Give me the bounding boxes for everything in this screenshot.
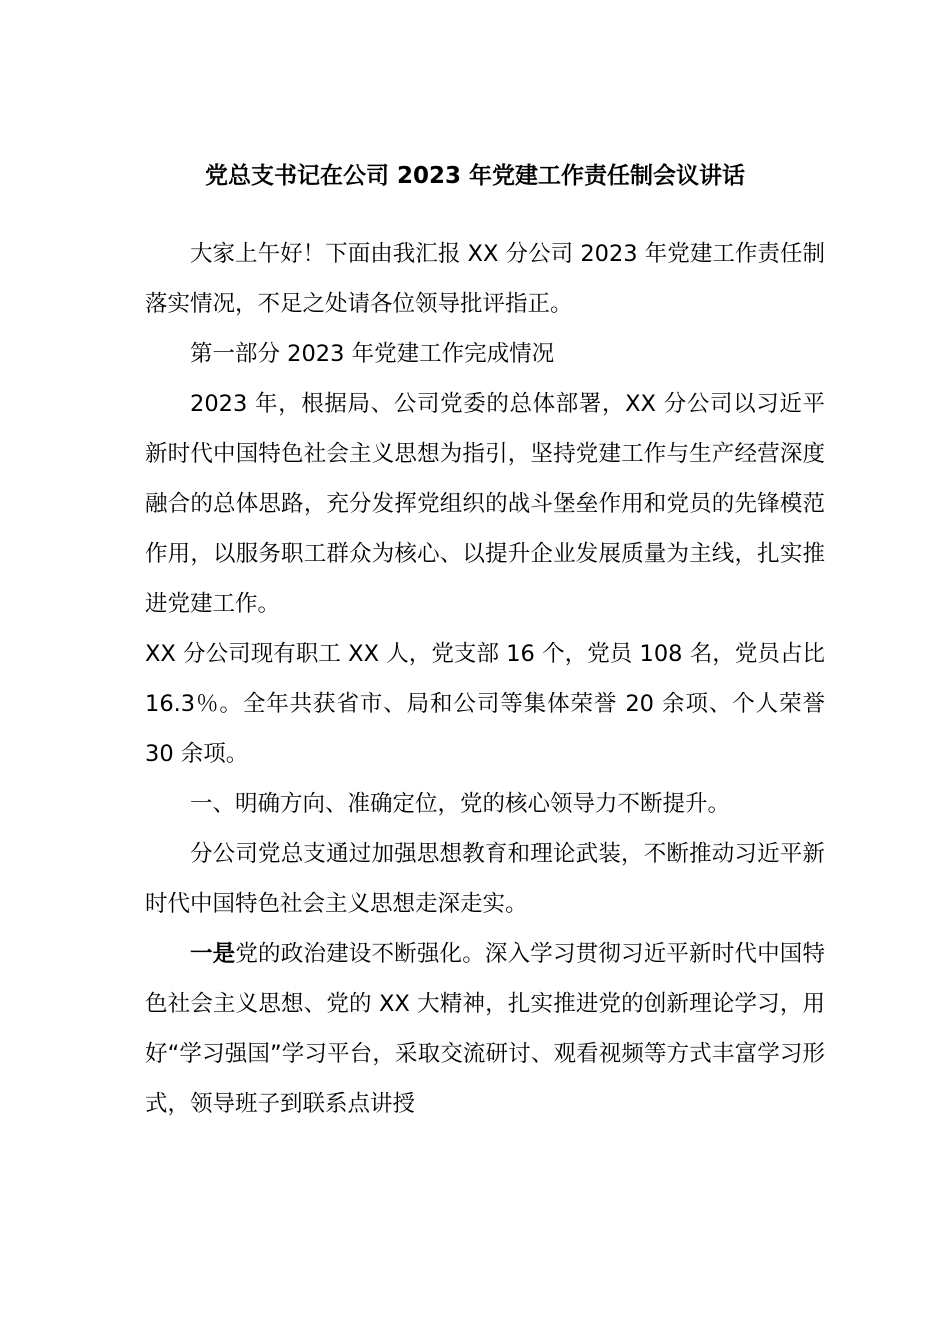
paragraph-section-heading: 第一部分 2023 年党建工作完成情况 bbox=[190, 341, 555, 367]
document-title: 党总支书记在公司 2023 年党建工作责任制会议讲话 bbox=[204, 163, 746, 189]
paragraph-lead-label: 一是 bbox=[190, 941, 236, 967]
paragraph-education: 分公司党总支通过加强思想教育和理论武装，不断推动习近平新时代中国特色社会主义思想走深走实。 bbox=[145, 841, 825, 917]
document-body bbox=[145, 229, 825, 1129]
paragraph-political-building bbox=[145, 929, 825, 1129]
paragraph-political-building-text: 党的政治建设不断强化。深入学习贯彻习近平新时代中国特色社会主义思想、党的 XX 大精神，扎实推进党的创新理论学习，用好“学习强国”学习平台，采取交流研讨、观看视频等方式丰富学习形式，领导班子到联系点讲授 bbox=[145, 941, 825, 1117]
paragraph-statistics: XX 分公司现有职工 XX 人，党支部 16 个，党员 108 名，党员占比 16.3％。全年共获省市、局和公司等集体荣誉 20 余项、个人荣誉 30 余项。 bbox=[145, 641, 826, 767]
paragraph-subheading: 一、明确方向、准确定位，党的核心领导力不断提升。 bbox=[190, 791, 731, 817]
paragraph-overview: 2023 年，根据局、公司党委的总体部署，XX 分公司以习近平新时代中国特色社会主义思想为指引，坚持党建工作与生产经营深度融合的总体思路，充分发挥党组织的战斗堡垒作用和党员的先锋模范作用，以服务职工群众为核心、以提升企业发展质量为主线，扎实推进党建工作。 bbox=[145, 391, 825, 617]
paragraph-greeting: 大家上午好！下面由我汇报 XX 分公司 2023 年党建工作责任制落实情况，不足之处请各位领导批评指正。 bbox=[145, 241, 825, 317]
